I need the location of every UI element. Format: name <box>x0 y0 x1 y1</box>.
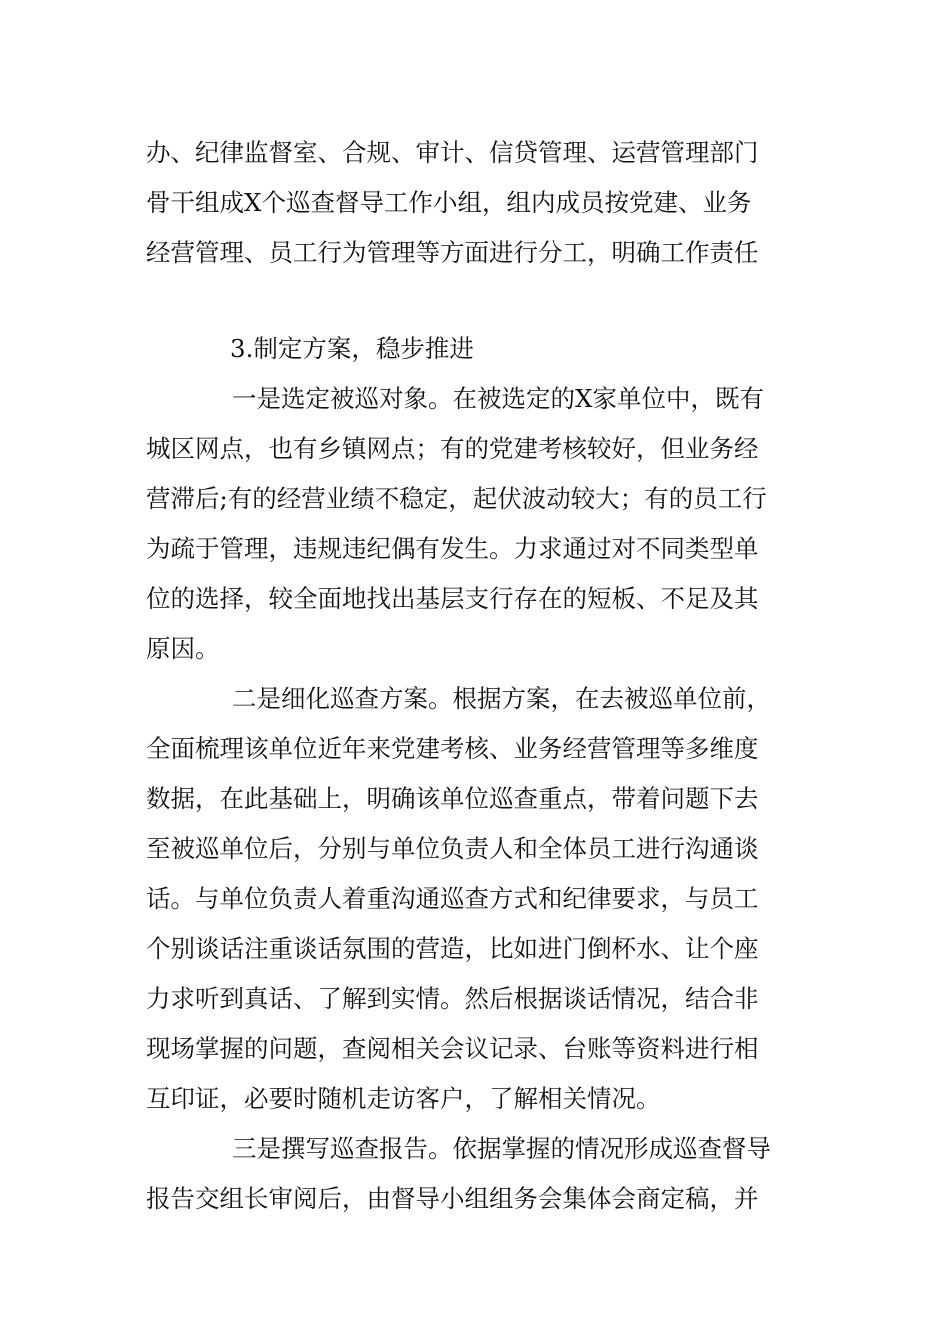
paragraph-2-line-2: 城区网点，也有乡镇网点；有的党建考核较好，但业务经 <box>146 434 759 463</box>
paragraph-4-line-2: 报告交组长审阅后，由督导小组组务会集体会商定稿，并 <box>146 1184 759 1213</box>
paragraph-3-line-3: 数据，在此基础上，明确该单位巡查重点，带着问题下去 <box>146 784 759 813</box>
section-heading: 3.制定方案，稳步推进 <box>230 334 474 363</box>
paragraph-1-line-2: 骨干组成X个巡查督导工作小组，组内成员按党建、业务 <box>146 188 752 217</box>
paragraph-3-line-1: 二是细化巡查方案。根据方案，在去被巡单位前， <box>232 684 771 713</box>
paragraph-3-line-5: 话。与单位负责人着重沟通巡查方式和纪律要求，与员工 <box>146 884 759 913</box>
paragraph-3-line-7: 力求听到真话、了解到实情。然后根据谈话情况，结合非 <box>146 984 759 1013</box>
paragraph-3-line-4: 至被巡单位后，分别与单位负责人和全体员工进行沟通谈 <box>146 834 759 863</box>
paragraph-3-line-9: 互印证，必要时随机走访客户，了解相关情况。 <box>146 1084 661 1113</box>
paragraph-1-line-3: 经营管理、员工行为管理等方面进行分工，明确工作责任 <box>146 238 759 267</box>
paragraph-3-line-2: 全面梳理该单位近年来党建考核、业务经营管理等多维度 <box>146 734 759 763</box>
paragraph-2-line-1: 一是选定被巡对象。在被选定的X家单位中，既有 <box>232 384 764 413</box>
paragraph-3-line-8: 现场掌握的问题，查阅相关会议记录、台账等资料进行相 <box>146 1034 759 1063</box>
paragraph-3-line-6: 个别谈话注重谈话氛围的营造，比如进门倒杯水、让个座 <box>146 934 759 963</box>
paragraph-2-line-4: 为疏于管理，违规违纪偶有发生。力求通过对不同类型单 <box>146 534 759 563</box>
paragraph-4-line-1: 三是撰写巡查报告。依据掌握的情况形成巡查督导 <box>232 1134 771 1163</box>
paragraph-2-line-5: 位的选择，较全面地找出基层支行存在的短板、不足及其 <box>146 584 759 613</box>
paragraph-2-line-6: 原因。 <box>146 634 220 663</box>
paragraph-2-line-3: 营滞后;有的经营业绩不稳定，起伏波动较大；有的员工行 <box>146 484 767 513</box>
paragraph-1-line-1: 办、纪律监督室、合规、审计、信贷管理、运营管理部门 <box>146 138 759 167</box>
